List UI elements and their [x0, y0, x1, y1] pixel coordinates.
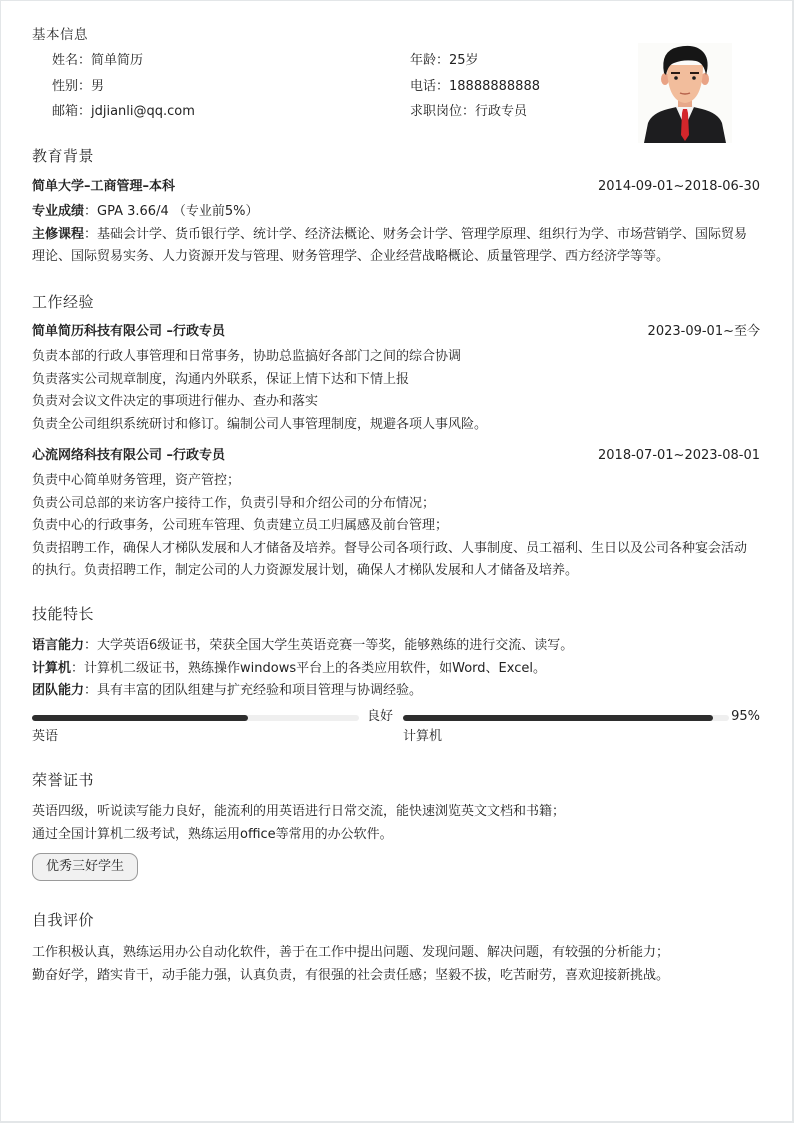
job-duty-line: 负责中心的行政事务，公司班车管理、负责建立员工归属感及前台管理； — [32, 518, 449, 533]
honor-line: 英语四级，听说读写能力良好，能流利的用英语进行日常交流，能快速浏览英文文档和书籍； — [32, 804, 566, 819]
skill-item: 计算机：计算机二级证书，熟练操作windows平台上的各类应用软件，如Word、Excel。 — [32, 660, 546, 676]
section-title-basic-info: 基本信息 — [32, 27, 88, 43]
education-school: 简单大学–工商管理–本科 — [32, 179, 176, 194]
info-gender: 性别：男 — [52, 79, 105, 94]
skill-level-computer: 95% — [731, 709, 760, 724]
avatar-photo — [638, 43, 732, 143]
skill-item: 语言能力：大学英语6级证书，荣获全国大学生英语竞赛一等奖，能够熟练的进行交流、读写。 — [32, 638, 574, 653]
section-title-education: 教育背景 — [32, 147, 95, 165]
job-duties — [32, 470, 767, 583]
skill-name-english: 英语 — [32, 729, 59, 744]
skill-bar-computer — [403, 715, 729, 721]
job-dates: 2018-07-01~2023-08-01 — [598, 448, 760, 463]
self-eval-line: 勤奋好学，踏实肯干，动手能力强，认真负责，有很强的社会责任感；坚毅不拔，吃苦耐劳，喜欢迎接新挑战。 — [32, 967, 670, 983]
job-duty-line: 负责对会议文件决定的事项进行催办、查办和落实 — [32, 394, 319, 409]
skill-name-computer: 计算机 — [403, 729, 443, 744]
job-duty-line: 负责中心简单财务管理，资产管控； — [32, 473, 241, 488]
skill-bar-english — [32, 715, 359, 721]
section-title-self-evaluation: 自我评价 — [32, 911, 95, 929]
skill-bar-fill — [403, 715, 713, 721]
job-duty-line: 负责全公司组织系统研讨和修订。编制公司人事管理制度，规避各项人事风险。 — [32, 416, 488, 432]
avatar-illustration-icon — [638, 43, 732, 143]
education-courses-continued: 理论、国际贸易实务、人力资源开发与管理、财务管理学、企业经营战略概论、质量管理学、西方经济学等等。 — [32, 249, 670, 264]
job-duty-line: 负责本部的行政人事管理和日常事务，协助总监搞好各部门之间的综合协调 — [32, 349, 462, 364]
education-dates: 2014-09-01~2018-06-30 — [598, 179, 760, 194]
info-email: 邮箱：jdjianli@qq.com — [52, 104, 195, 119]
info-phone: 电话：18888888888 — [410, 79, 540, 94]
job-duty-line: 负责招聘工作，确保人才梯队发展和人才储备及培养。督导公司各项行政、人事制度、员工福利、生日以及公司各种宴会活动 — [32, 540, 748, 556]
section-title-honors: 荣誉证书 — [32, 771, 95, 789]
skill-item: 团队能力：具有丰富的团队组建与扩充经验和项目管理与协调经验。 — [32, 683, 423, 698]
info-name: 姓名：简单简历 — [52, 53, 144, 68]
job-duty-line: 的执行。负责招聘工作，制定公司的人力资源发展计划，确保人才梯队发展和人才储备及培养。 — [32, 563, 579, 578]
skill-level-english: 良好 — [367, 709, 394, 724]
honor-line: 通过全国计算机二级考试，熟练运用office等常用的办公软件。 — [32, 826, 393, 842]
job-company: 心流网络科技有限公司 –行政专员 — [32, 448, 226, 463]
skills-list — [32, 635, 767, 703]
job-duty-line: 负责落实公司规章制度，沟通内外联系，保证上情下达和下情上报 — [32, 371, 410, 387]
self-eval-line: 工作积极认真，熟练运用办公自动化软件，善于在工作中提出问题、发现问题、解决问题，有较强的分析能力； — [32, 945, 670, 960]
education-courses: 主修课程：基础会计学、货币银行学、统计学、经济法概论、财务会计学、管理学原理、组织行为学、市场营销学、国际贸易 — [32, 226, 748, 242]
info-age: 年龄：25岁 — [410, 53, 479, 68]
job-duties — [32, 346, 767, 436]
job-duty-line: 负责公司总部的来访客户接待工作，负责引导和介绍公司的分布情况； — [32, 495, 436, 511]
section-title-skills: 技能特长 — [32, 605, 95, 623]
job-dates: 2023-09-01~至今 — [647, 324, 760, 339]
skill-bar-fill — [32, 715, 248, 721]
info-position: 求职岗位：行政专员 — [410, 104, 528, 119]
education-details — [32, 201, 767, 269]
honor-tag: 优秀三好学生 — [32, 853, 138, 881]
self-evaluation-text — [32, 942, 767, 987]
section-title-work: 工作经验 — [32, 293, 95, 311]
honors-text — [32, 801, 767, 846]
job-company: 简单简历科技有限公司 –行政专员 — [32, 324, 226, 339]
education-gpa: 专业成绩：GPA 3.66/4 （专业前5%） — [32, 204, 259, 219]
